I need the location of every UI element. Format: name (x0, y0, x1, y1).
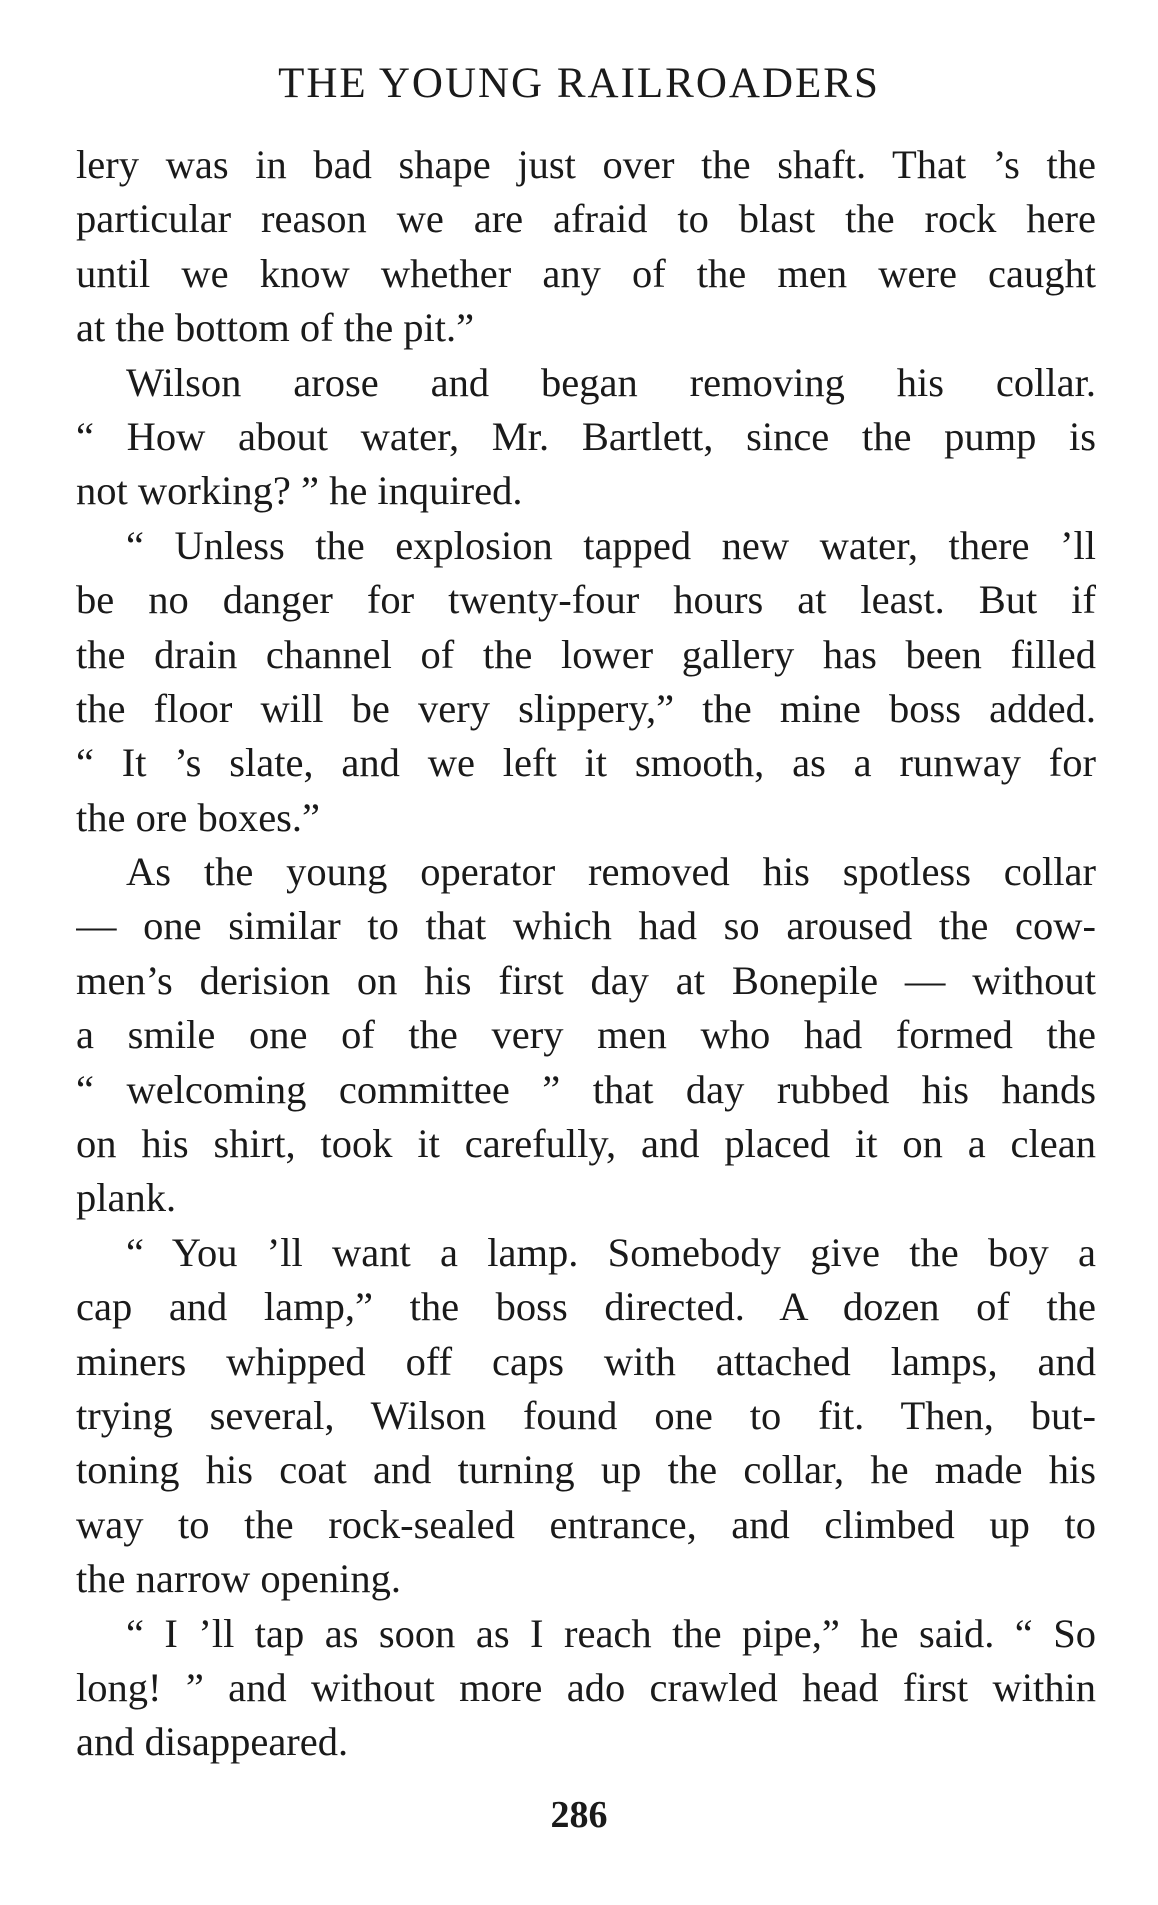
running-head: THE YOUNG RAILROADERS (278, 60, 880, 107)
text-line: way to the rock-sealed entrance, and climbed up to (76, 1501, 1096, 1547)
text-line: “ It ’s slate, and we left it smooth, as a runway for (76, 740, 1096, 786)
text-line: be no danger for twenty-four hours at least. But if (76, 577, 1096, 623)
text-line: lery was in bad shape just over the shaft. That ’s the (76, 142, 1096, 187)
text-line: particular reason we are afraid to blast the rock here (76, 196, 1096, 242)
text-line: “ You ’ll want a lamp. Somebody give the boy a (126, 1229, 1096, 1275)
text-line: on his shirt, took it carefully, and placed it on a clean (76, 1121, 1096, 1167)
text-line: — one similar to that which had so aroused the cow- (76, 903, 1096, 949)
body-text (76, 138, 1096, 1770)
text-line: the drain channel of the lower gallery has been filled (76, 631, 1096, 677)
text-line: until we know whether any of the men were caught (76, 250, 1096, 296)
text-line: the ore boxes.” (76, 794, 321, 840)
text-line: “ welcoming committee ” that day rubbed his hands (76, 1066, 1096, 1112)
text-line: Wilson arose and began removing his collar. (126, 359, 1096, 405)
text-line: at the bottom of the pit.” (76, 305, 475, 351)
text-line: the narrow opening. (76, 1556, 402, 1602)
text-line: the floor will be very slippery,” the mine boss added. (76, 685, 1096, 731)
text-line: miners whipped off caps with attached lamps, and (76, 1338, 1096, 1384)
text-line: cap and lamp,” the boss directed. A dozen of the (76, 1284, 1096, 1330)
text-line: and disappeared. (76, 1719, 349, 1765)
text-line: As the young operator removed his spotless collar (126, 849, 1096, 895)
text-line: trying several, Wilson found one to fit. Then, but- (76, 1392, 1096, 1438)
text-line: long! ” and without more ado crawled head first within (76, 1664, 1096, 1710)
page-number: 286 (550, 1794, 608, 1836)
text-line: not working? ” he inquired. (76, 468, 523, 514)
text-line: “ I ’ll tap as soon as I reach the pipe,” he said. “ So (126, 1610, 1096, 1656)
text-line: a smile one of the very men who had formed the (76, 1012, 1096, 1058)
text-line: toning his coat and turning up the collar, he made his (76, 1447, 1096, 1493)
text-line: men’s derision on his first day at Bonepile — without (76, 957, 1096, 1003)
text-line: “ Unless the explosion tapped new water, there ’ll (126, 522, 1096, 568)
text-line: “ How about water, Mr. Bartlett, since the pump is (76, 413, 1096, 459)
text-line: plank. (76, 1175, 177, 1221)
